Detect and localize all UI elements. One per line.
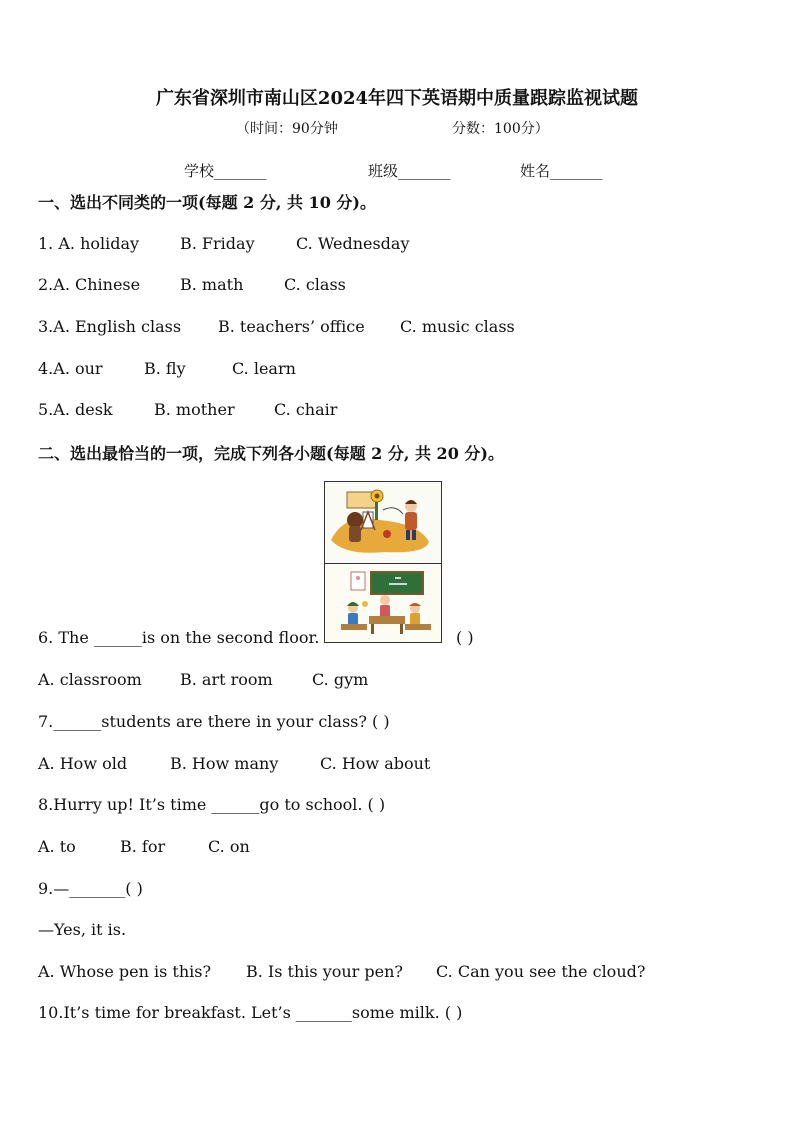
classroom-illustration bbox=[324, 563, 442, 643]
q7-stem: 7.______students are there in your class? ( ) bbox=[38, 712, 390, 731]
q8-stem: 8.Hurry up! It’s time ______go to school. ( ) bbox=[38, 795, 386, 814]
q5-option-c: C. chair bbox=[274, 400, 338, 419]
q9-option-a: A. Whose pen is this? bbox=[38, 962, 212, 981]
q2-option-b: B. math bbox=[180, 275, 244, 294]
q4-option-b: B. fly bbox=[144, 359, 186, 378]
q5-option-a: 5.A. desk bbox=[38, 400, 113, 419]
q4-option-c: C. learn bbox=[232, 359, 296, 378]
section1-heading: 一、选出不同类的一项(每题 2 分, 共 10 分)。 bbox=[38, 193, 376, 212]
school-field[interactable]: 学校_______ bbox=[184, 162, 267, 180]
q1-option-c: C. Wednesday bbox=[296, 234, 410, 253]
q9-option-c: C. Can you see the cloud? bbox=[436, 962, 646, 981]
q4-option-a: 4.A. our bbox=[38, 359, 103, 378]
q7-option-a: A. How old bbox=[38, 754, 128, 773]
q1-option-a: 1. A. holiday bbox=[38, 234, 140, 253]
q6-answer-blank[interactable]: ( ) bbox=[456, 628, 474, 647]
q5-option-b: B. mother bbox=[154, 400, 235, 419]
art-room-illustration bbox=[324, 481, 442, 565]
q2-option-a: 2.A. Chinese bbox=[38, 275, 141, 294]
q3-option-c: C. music class bbox=[400, 317, 515, 336]
q2-option-c: C. class bbox=[284, 275, 346, 294]
q6-option-c: C. gym bbox=[312, 670, 369, 689]
q3-option-a: 3.A. English class bbox=[38, 317, 182, 336]
page-title: 广东省深圳市南山区2024年四下英语期中质量跟踪监视试题 bbox=[155, 88, 639, 109]
q6-option-b: B. art room bbox=[180, 670, 273, 689]
q7-option-c: C. How about bbox=[320, 754, 431, 773]
exam-time: （时间：90分钟 bbox=[236, 121, 338, 137]
q3-option-b: B. teachers’ office bbox=[218, 317, 365, 336]
q8-option-b: B. for bbox=[120, 837, 166, 856]
name-field[interactable]: 姓名_______ bbox=[520, 162, 603, 180]
q6-stem: 6. The ______is on the second floor. bbox=[38, 628, 320, 647]
q9-reply: —Yes, it is. bbox=[38, 920, 127, 939]
q6-option-a: A. classroom bbox=[38, 670, 142, 689]
q9-stem: 9.—_______( ) bbox=[38, 879, 143, 898]
q9-option-b: B. Is this your pen? bbox=[246, 962, 403, 981]
q8-option-c: C. on bbox=[208, 837, 250, 856]
section2-heading: 二、选出最恰当的一项，完成下列各小题(每题 2 分, 共 20 分)。 bbox=[38, 444, 504, 463]
q1-option-b: B. Friday bbox=[180, 234, 255, 253]
q7-option-b: B. How many bbox=[170, 754, 279, 773]
class-field[interactable]: 班级_______ bbox=[368, 162, 451, 180]
q8-option-a: A. to bbox=[38, 837, 76, 856]
exam-score: 分数：100分） bbox=[452, 121, 549, 137]
q10-stem: 10.It’s time for breakfast. Let’s _______some milk. ( ) bbox=[38, 1003, 463, 1022]
